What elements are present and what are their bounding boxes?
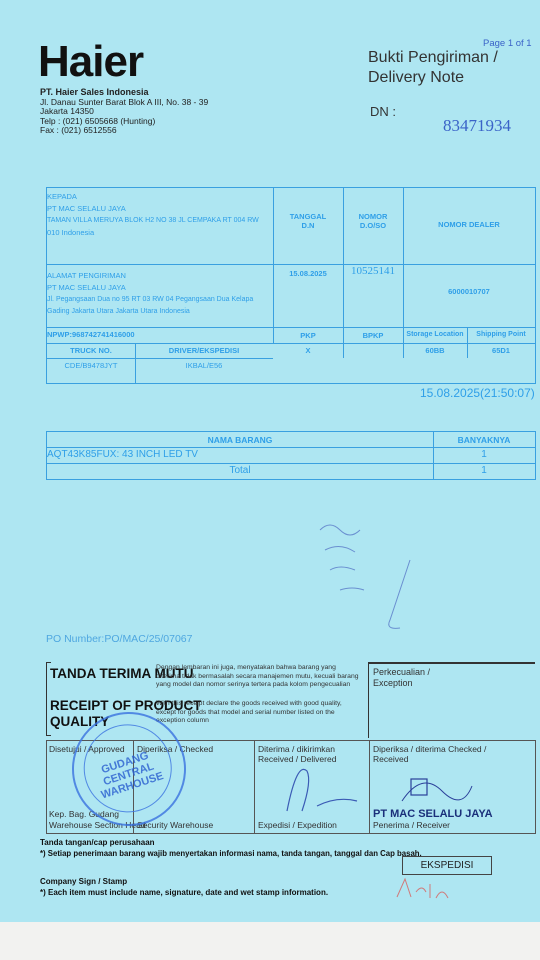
kepada-name: PT MAC SELALU JAYA <box>47 204 126 213</box>
footer-line3: Company Sign / Stamp <box>40 877 128 886</box>
kepada-address1: TAMAN VILLA MERUYA BLOK H2 NO 38 JL CEMPAKA RT 004 RW <box>47 217 259 224</box>
haier-logo: Haier <box>38 37 144 86</box>
company-name: PT. Haier Sales Indonesia <box>40 87 149 97</box>
receiver-label: Penerima / Receiver <box>373 820 451 830</box>
total-label: Total <box>229 465 251 476</box>
alamat-address2: Gading Jakarta Utara Jakarta Utara Indonesia <box>47 308 190 315</box>
approved-label: Disetujui / Approved <box>49 744 125 754</box>
items-table <box>46 431 536 480</box>
alamat-label: ALAMAT PENGIRIMAN <box>47 271 126 280</box>
shipping-value: 65D1 <box>492 346 510 355</box>
checked2-label: Diperiksa / diterima Checked / Received <box>373 744 487 764</box>
address-line1: Jl. Danau Sunter Barat Blok A III, No. 38 - 39 <box>40 96 209 107</box>
receiver-signature <box>397 761 477 811</box>
document-title <box>368 48 498 88</box>
truck-value: CDE/B9478JYT <box>64 361 118 370</box>
doc-title-id: Bukti Pengiriman / <box>368 49 498 66</box>
nomor-header <box>343 212 403 230</box>
handwritten-notes <box>300 510 440 640</box>
kep-bag-label: Kep. Bag. Gudang <box>49 809 119 819</box>
warehouse-head-label: Warehouse Section Head <box>49 820 146 830</box>
storage-value: 60BB <box>425 346 445 355</box>
footer-line4: *) Each item must include name, signature, date and wet stamp information. <box>40 888 329 897</box>
shipping-label: Shipping Point <box>476 331 526 338</box>
ekspedisi-box: EKSPEDISI <box>402 856 492 875</box>
doc-title-en: Delivery Note <box>368 69 465 86</box>
exception-label: Perkecualian / Exception <box>373 667 431 688</box>
truck-label: TRUCK NO. <box>70 346 112 355</box>
company-stamp: PT MAC SELALU JAYA <box>373 808 493 820</box>
received-label: Diterima / dikirimkan Received / Delivered <box>258 744 337 764</box>
tanda-terima-mutu: TANDA TERIMA MUTU <box>50 666 194 681</box>
dealer-header: NOMOR DEALER <box>438 220 500 229</box>
kepada-address2: 010 Indonesia <box>47 228 95 237</box>
quality-label: QUALITY <box>50 714 110 729</box>
tanggal-sub: D.N <box>301 221 315 230</box>
driver-label: DRIVER/EKSPEDISI <box>168 346 240 355</box>
col-name-header: NAMA BARANG <box>207 435 273 445</box>
gudang-stamp-text: GUDANG CENTRAL WARHOUSE <box>99 749 166 802</box>
total-value: 1 <box>481 465 487 476</box>
quality-title-id <box>50 666 194 682</box>
alamat-name: PT MAC SELALU JAYA <box>47 283 126 292</box>
bpkp-label: BPKP <box>362 331 384 340</box>
nomor-label: NOMOR <box>358 212 388 221</box>
dn-number: 83471934 <box>443 116 511 135</box>
telp: Telp : (021) 6505668 (Hunting) <box>40 115 156 126</box>
alamat-block <box>47 270 271 318</box>
pkp-value: X <box>305 346 311 355</box>
expedition-label: Expedisi / Expedition <box>258 820 337 830</box>
dealer-value: 6000010707 <box>448 287 490 296</box>
dn-label: DN : <box>370 104 396 119</box>
expedition-signature <box>267 751 367 821</box>
tanggal-label: TANGGAL <box>289 212 327 221</box>
po-number: PO Number:PO/MAC/25/07067 <box>46 633 193 645</box>
driver-value: IKBAL/E56 <box>185 361 223 370</box>
col-qty-header: BANYAKNYA <box>457 435 511 445</box>
address-line2: Jakarta 14350 <box>40 106 94 116</box>
nomor-sub: D.O/SO <box>359 221 387 230</box>
quality-text-en: With this receipt declare the goods received with good quality, except for goods that model and serial number listed on the exception column <box>156 700 342 724</box>
kepada-block <box>47 191 271 239</box>
npwp: NPWP:968742741416000 <box>47 330 135 339</box>
kepada-label: KEPADA <box>47 192 77 201</box>
tanggal-header <box>273 212 343 230</box>
item-name: AQT43K85FUX: 43 INCH LED TV <box>47 449 198 460</box>
exception-box <box>368 662 535 738</box>
print-datetime: 15.08.2025(21:50:07) <box>420 386 535 400</box>
date-value: 15.08.2025 <box>289 269 327 278</box>
fax: Fax : (021) 6512556 <box>40 125 117 135</box>
so-value: 10525141 <box>351 265 395 277</box>
alamat-address1: Jl. Pegangsaan Dua no 95 RT 03 RW 04 Pegangsaan Dua Kelapa <box>47 296 254 303</box>
storage-label: Storage Location <box>406 331 464 338</box>
security-label: Security Warehouse <box>137 820 214 830</box>
footer-line2: *) Setiap penerimaan barang wajib menyertakan informasi nama, tanda tangan, tanggal dan Cap basah. <box>40 849 422 858</box>
footer-line1: Tanda tangan/cap perusahaan <box>40 838 155 847</box>
shipment-table <box>46 187 536 384</box>
footer-handwriting <box>392 872 462 902</box>
company-block <box>40 88 208 136</box>
page-indicator: Page 1 of 1 <box>483 38 532 49</box>
receipt-of-product: RECEIPT OF PRODUCT <box>50 698 202 713</box>
pkp-label: PKP <box>300 331 316 340</box>
checked1-label: Diperiksa / Checked <box>137 744 214 754</box>
quality-text-id: Dengan lembaran ini juga, menyatakan bahwa barang yang diterima tidak bermasalah secara manajemen mutu, kecuali barang yang model dan nomor serinya tertera pada kolom pengecualian <box>156 664 359 688</box>
item-qty: 1 <box>481 449 487 460</box>
